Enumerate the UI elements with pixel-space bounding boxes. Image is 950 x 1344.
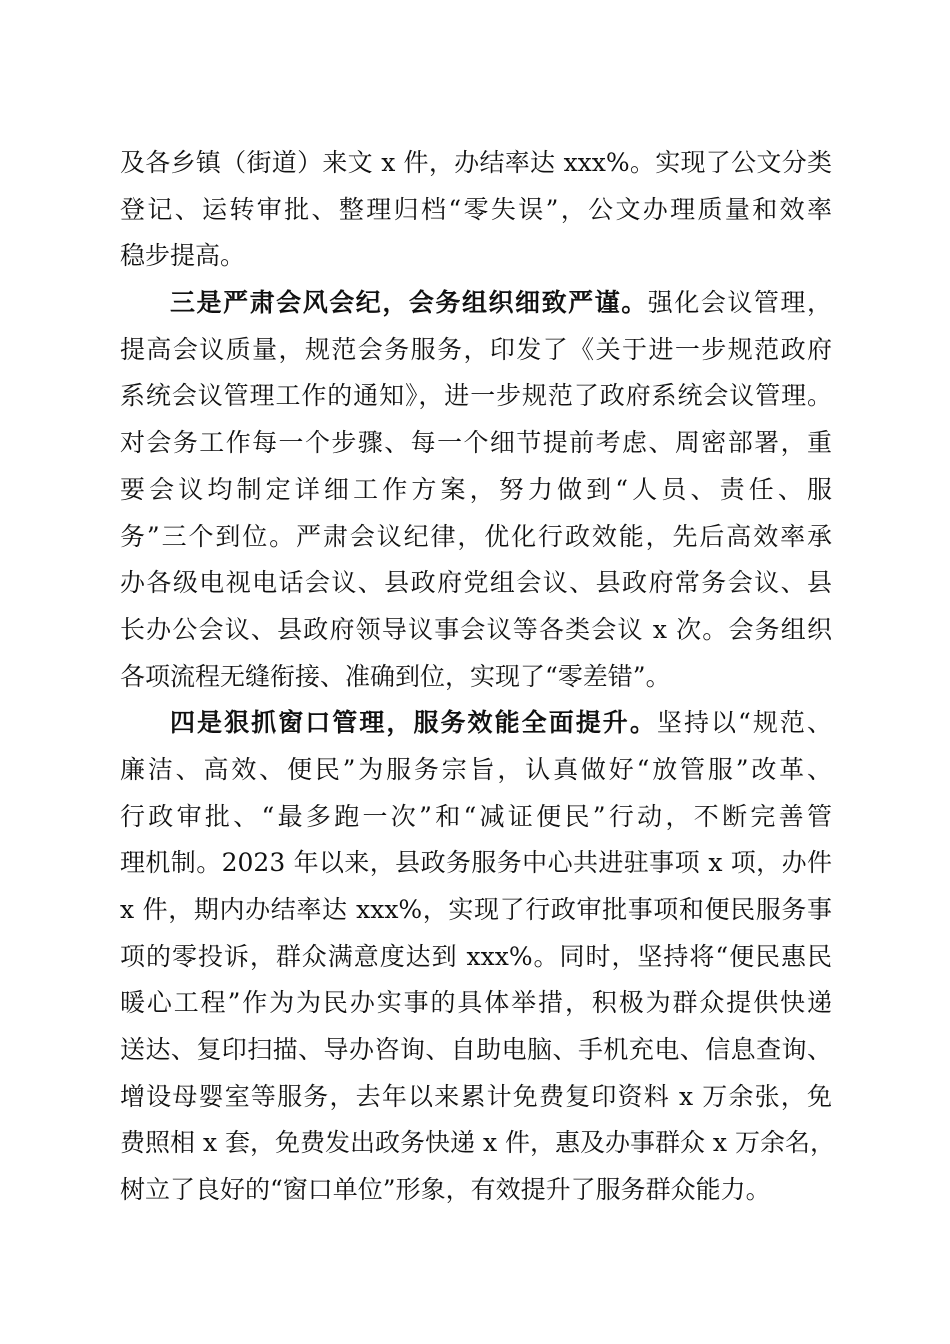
paragraph-line: 理机制。2023 年以来，县政务服务中心共进驻事项 x 项，办件 bbox=[120, 848, 832, 878]
paragraph-line: 系统会议管理工作的通知》，进一步规范了政府系统会议管理。 bbox=[120, 381, 832, 411]
section-heading: 四是狠抓窗口管理，服务效能全面提升。 bbox=[170, 708, 657, 738]
paragraph-line: 长办公会议、县政府领导议事会议等各类会议 x 次。会务组织 bbox=[120, 614, 832, 644]
paragraph-line: 办各级电视电话会议、县政府党组会议、县政府常务会议、县 bbox=[120, 568, 832, 598]
paragraph-line: 稳步提高。 bbox=[120, 241, 246, 271]
paragraph-line: 及各乡镇（街道）来文 x 件，办结率达 xxx%。实现了公文分类 bbox=[120, 148, 832, 177]
paragraph-line: 增设母婴室等服务，去年以来累计免费复印资料 x 万余张，免 bbox=[120, 1081, 832, 1111]
paragraph-line: 暖心工程”作为为民办实事的具体举措，积极为群众提供快递 bbox=[120, 988, 832, 1018]
section-heading: 三是严肃会风会纪，会务组织细致严谨。 bbox=[170, 288, 648, 318]
paragraph-line: 要会议均制定详细工作方案，努力做到“人员、责任、服 bbox=[120, 474, 832, 504]
lead-text: 强化会议管理， bbox=[647, 288, 832, 318]
paragraph-line: 费照相 x 套，免费发出政务快递 x 件，惠及办事群众 x 万余名， bbox=[120, 1128, 835, 1158]
paragraph-line: 对会务工作每一个步骤、每一个细节提前考虑、周密部署，重 bbox=[120, 428, 832, 458]
paragraph-line: 行政审批、“最多跑一次”和“减证便民”行动，不断完善管 bbox=[120, 801, 832, 831]
paragraph-line: 务”三个到位。严肃会议纪律，优化行政效能，先后高效率承 bbox=[120, 521, 832, 551]
lead-text: 坚持以“规范、 bbox=[656, 708, 832, 738]
paragraph-line: 廉洁、高效、便民”为服务宗旨，认真做好“放管服”改革、 bbox=[120, 754, 832, 784]
body-text bbox=[120, 140, 835, 1214]
paragraph-line: 送达、复印扫描、导办咨询、自助电脑、手机充电、信息查询、 bbox=[120, 1035, 832, 1065]
paragraph-lead-line bbox=[120, 700, 832, 747]
paragraph-line: 各项流程无缝衔接、准确到位，实现了“零差错”。 bbox=[120, 661, 671, 691]
paragraph-line: 登记、运转审批、整理归档“零失误”，公文办理质量和效率 bbox=[120, 194, 832, 224]
paragraph-line: x 件，期内办结率达 xxx%，实现了行政审批事项和便民服务事 bbox=[120, 895, 832, 924]
paragraph-line: 提高会议质量，规范会务服务，印发了《关于进一步规范政府 bbox=[120, 334, 832, 364]
paragraph-lead-line bbox=[120, 280, 832, 327]
paragraph-line: 项的零投诉，群众满意度达到 xxx%。同时，坚持将“便民惠民 bbox=[120, 941, 832, 971]
paragraph-line: 树立了良好的“窗口单位”形象，有效提升了服务群众能力。 bbox=[120, 1175, 771, 1205]
